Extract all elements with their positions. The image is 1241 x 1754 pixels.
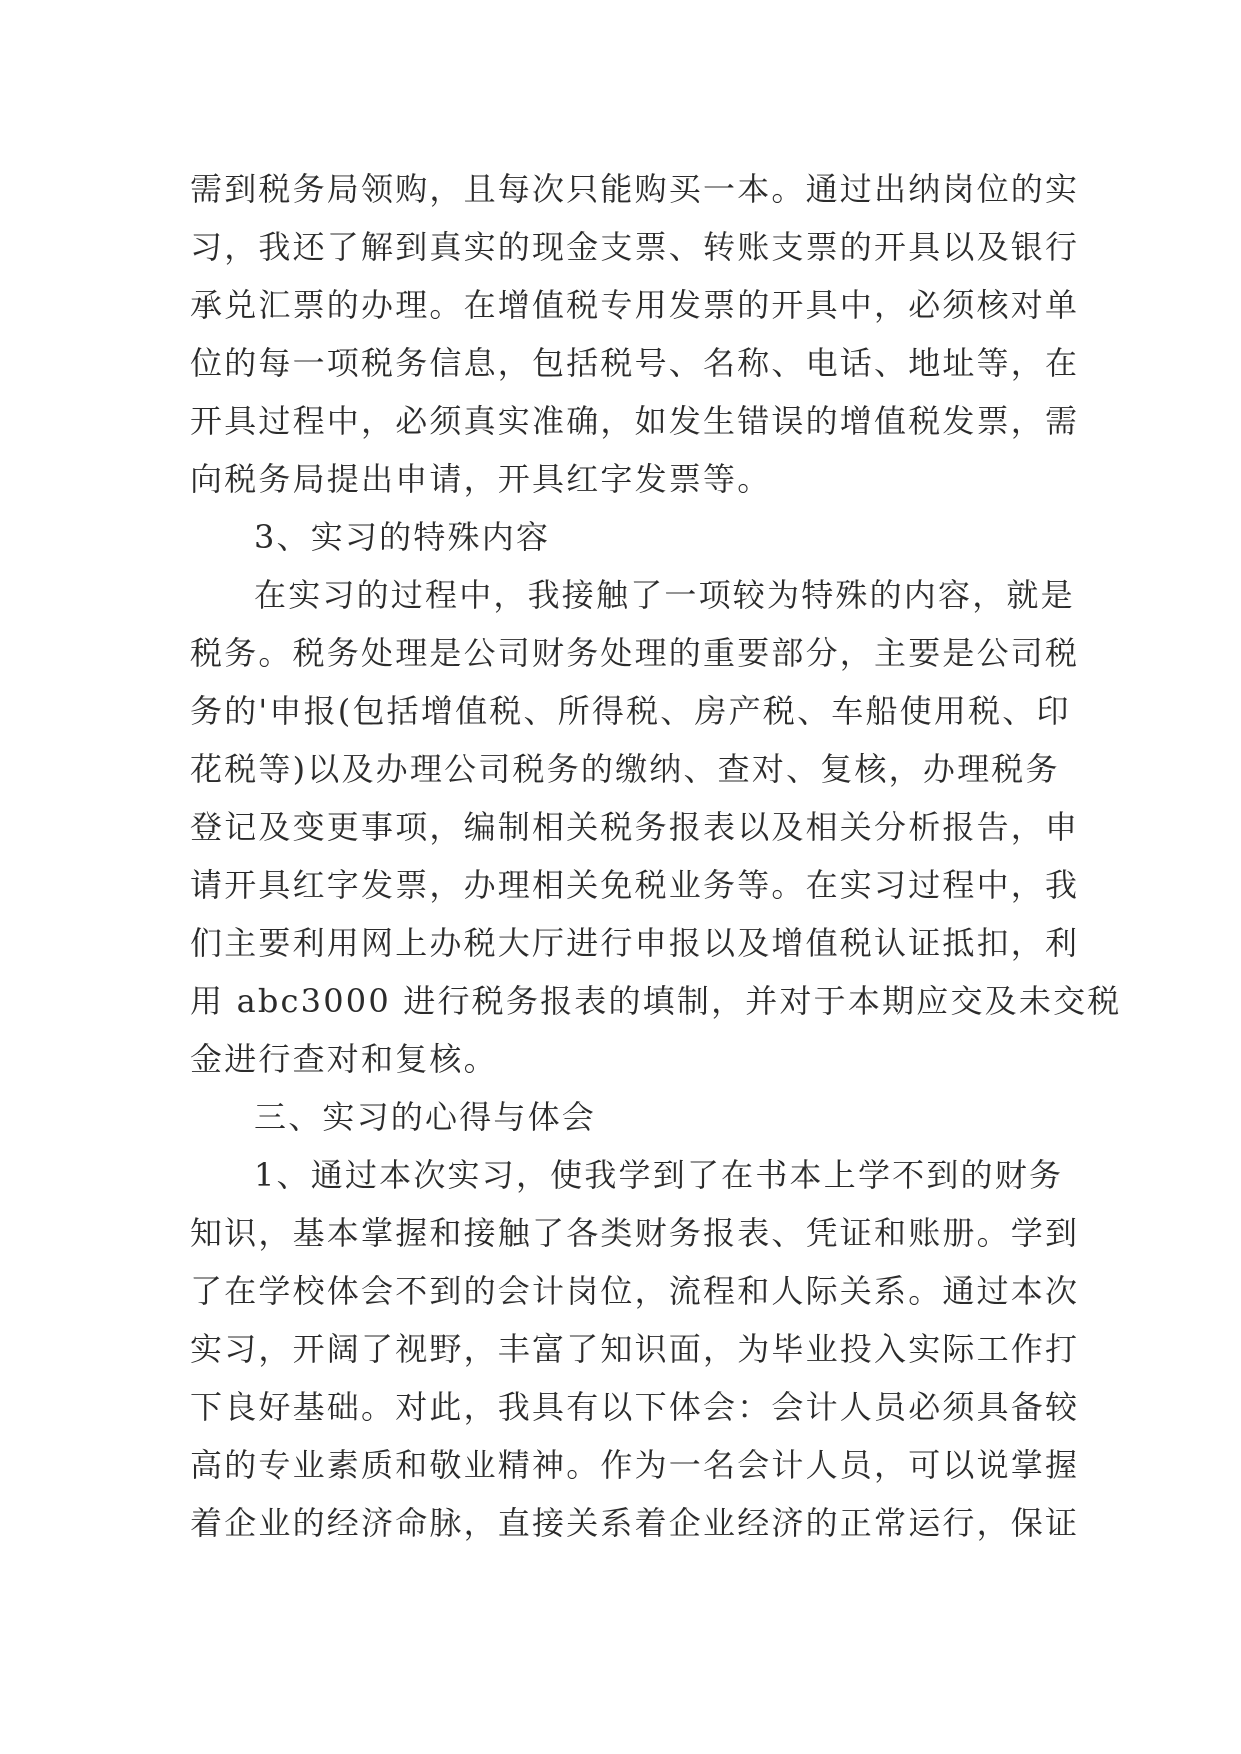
text-line: 承兑汇票的办理。在增值税专用发票的开具中，必须核对单 bbox=[190, 286, 1080, 324]
paragraph-tax-work bbox=[190, 566, 1122, 1088]
text-line: 着企业的经济命脉，直接关系着企业经济的正常运行，保证 bbox=[190, 1504, 1080, 1542]
text-line: 下良好基础。对此，我具有以下体会：会计人员必须具备较 bbox=[190, 1388, 1080, 1426]
paragraph-invoice-process bbox=[190, 160, 1080, 508]
text-line: 知识，基本掌握和接触了各类财务报表、凭证和账册。学到 bbox=[190, 1214, 1080, 1252]
text-line: 务的'申报(包括增值税、所得税、房产税、车船使用税、印 bbox=[190, 692, 1071, 730]
text-line: 向税务局提出申请，开具红字发票等。 bbox=[190, 460, 772, 498]
text-line: 习，我还了解到真实的现金支票、转账支票的开具以及银行 bbox=[190, 228, 1080, 266]
text-line: 登记及变更事项，编制相关税务报表以及相关分析报告，申 bbox=[190, 808, 1080, 846]
section-heading-special-content bbox=[190, 508, 1056, 566]
heading-line: 三、实习的心得与体会 bbox=[254, 1098, 597, 1136]
text-line: 们主要利用网上办税大厅进行申报以及增值税认证抵扣，利 bbox=[190, 924, 1080, 962]
text-line: 高的专业素质和敬业精神。作为一名会计人员，可以说掌握 bbox=[190, 1446, 1080, 1484]
text-line: 实习，开阔了视野，丰富了知识面，为毕业投入实际工作打 bbox=[190, 1330, 1080, 1368]
text-line: 用 abc3000 进行税务报表的填制，并对于本期应交及未交税 bbox=[190, 982, 1122, 1020]
text-line: 开具过程中，必须真实准确，如发生错误的增值税发票，需 bbox=[190, 402, 1080, 440]
heading-line: 3、实习的特殊内容 bbox=[254, 518, 551, 556]
section-heading-reflections bbox=[190, 1088, 1056, 1146]
text-line: 请开具红字发票，办理相关免税业务等。在实习过程中，我 bbox=[190, 866, 1080, 904]
body-text bbox=[190, 160, 1122, 1552]
text-line: 税务。税务处理是公司财务处理的重要部分，主要是公司税 bbox=[190, 634, 1080, 672]
text-line: 需到税务局领购，且每次只能购买一本。通过出纳岗位的实 bbox=[190, 170, 1080, 208]
text-line: 金进行查对和复核。 bbox=[190, 1040, 498, 1078]
text-line: 位的每一项税务信息，包括税号、名称、电话、地址等，在 bbox=[190, 344, 1080, 382]
text-line: 花税等)以及办理公司税务的缴纳、查对、复核，办理税务 bbox=[190, 750, 1060, 788]
paragraph-reflections bbox=[190, 1146, 1080, 1552]
text-line: 了在学校体会不到的会计岗位，流程和人际关系。通过本次 bbox=[190, 1272, 1080, 1310]
text-line: 1、通过本次实习，使我学到了在书本上学不到的财务 bbox=[254, 1156, 1064, 1194]
text-line: 在实习的过程中，我接触了一项较为特殊的内容，就是 bbox=[254, 576, 1075, 614]
